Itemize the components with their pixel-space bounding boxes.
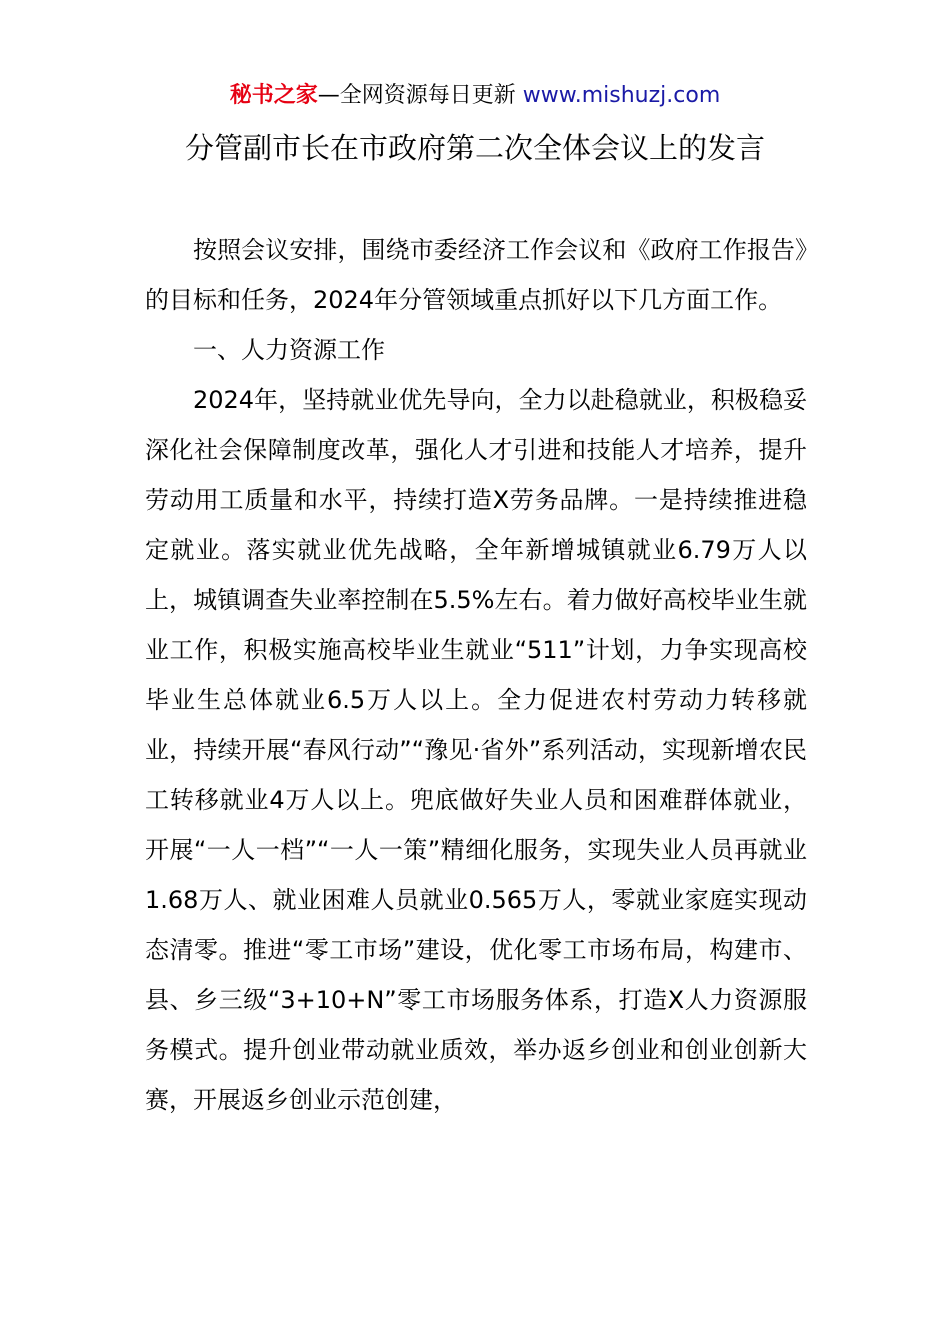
site-header [0,80,950,112]
section-paragraph: 2024年，坚持就业优先导向，全力以赴稳就业，积极稳妥深化社会保障制度改革，强化人才引进和技能人才培养，提升劳动用工质量和水平，持续打造X劳务品牌。一是持续推进稳定就业。落实就业优先战略，全年新增城镇就业6.79万人以上，城镇调查失业率控制在5.5%左右。着力做好高校毕业生就业工作，积极实施高校毕业生就业“511”计划，力争实现高校毕业生总体就业6.5万人以上。全力促进农村劳动力转移就业，持续开展“春风行动”“豫见·省外”系列活动，实现新增农民工转移就业4万人以上。兜底做好失业人员和困难群体就业，开展“一人一档”“一人一策”精细化服务，实现失业人员再就业1.68万人、就业困难人员就业0.565万人，零就业家庭实现动态清零。推进“零工市场”建设，优化零工市场布局，构建市、县、乡三级“3+10+N”零工市场服务体系，打造X人力资源服务模式。提升创业带动就业质效，举办返乡创业和创业创新大赛，开展返乡创业示范创建， [145,386,807,1114]
document-body [145,225,807,1125]
site-brand: 秘书之家 [229,83,318,108]
site-tagline: —全网资源每日更新 [317,83,523,108]
intro-paragraph: 按照会议安排，围绕市委经济工作会议和《政府工作报告》的目标和任务，2024年分管领域重点抓好以下几方面工作。 [145,236,807,314]
site-url-link[interactable]: www.mishuzj.com [522,83,721,108]
document-title: 分管副市长在市政府第二次全体会议上的发言 [184,131,765,165]
section-heading: 一、人力资源工作 [193,336,385,364]
